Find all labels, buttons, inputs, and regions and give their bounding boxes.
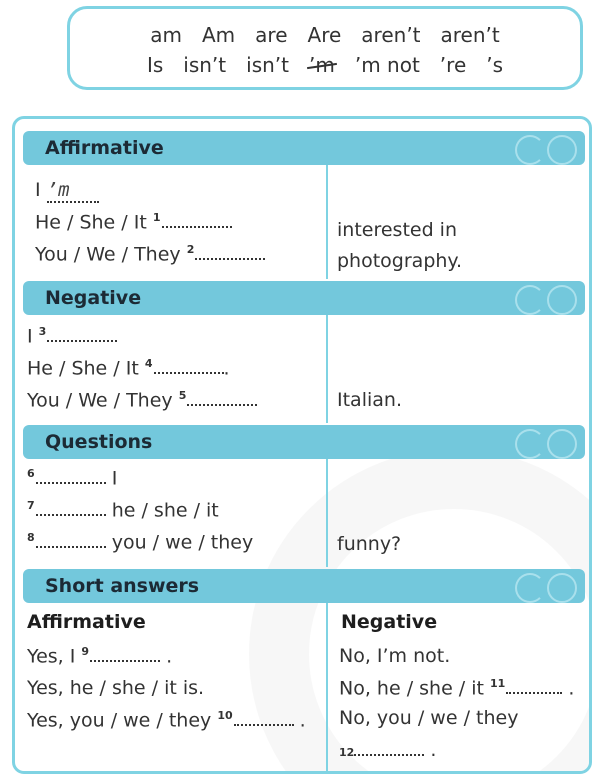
word-row-1: [70, 23, 580, 47]
q-line-3: $^8$ you / we / they: [27, 531, 254, 554]
neg-line-1: I $^3$: [27, 325, 117, 347]
blank-7[interactable]: [36, 514, 106, 516]
sa-neg-line-1: No, I’m not.: [339, 645, 451, 667]
blank-9[interactable]: [90, 660, 160, 662]
word-isnt-1: isn’t: [183, 53, 227, 77]
neg-complement: Italian.: [337, 389, 402, 411]
sa-neg-line-4: 12 .: [339, 739, 437, 761]
word-arent-1: aren’t: [361, 23, 421, 47]
column-divider: [326, 315, 328, 423]
word-m-not: ’m not: [354, 53, 420, 77]
neg-line-3: You / We / They $^5$: [27, 389, 257, 411]
blank-4[interactable]: [154, 372, 224, 374]
blank-5[interactable]: [187, 404, 257, 406]
sa-negative-title: Negative: [341, 611, 438, 633]
sa-neg-line-2: No, he / she / it $^{11}$ .: [339, 677, 575, 700]
aff-line-3: You / We / They $^2$: [35, 243, 265, 265]
blank-3[interactable]: [47, 340, 117, 342]
column-divider: [326, 603, 328, 773]
blank-8[interactable]: [36, 546, 106, 548]
aff-complement: interested in photography.: [337, 219, 462, 272]
blank-2[interactable]: [195, 258, 265, 260]
header-short-answers: Short answers: [23, 569, 585, 603]
column-divider: [326, 165, 328, 279]
word-Is: Is: [146, 53, 164, 77]
word-Am: Am: [202, 23, 236, 47]
word-m-crossed: ’m: [309, 53, 335, 77]
q-line-2: $^7$ he / she / it: [27, 499, 219, 522]
word-Are: Are: [307, 23, 342, 47]
aff-line-2: He / She / It $^1$: [35, 211, 232, 233]
word-row-2: [70, 53, 580, 77]
blank-1[interactable]: [162, 226, 232, 228]
neg-line-2: He / She / It $^4$ .: [27, 357, 230, 380]
sa-aff-line-2: Yes, he / she / it is.: [27, 677, 205, 699]
header-affirmative: Affirmative: [23, 131, 585, 165]
word-s: ’s: [486, 53, 504, 77]
word-are: are: [255, 23, 288, 47]
header-questions: Questions: [23, 425, 585, 459]
blank-10[interactable]: [234, 724, 294, 726]
aff-line-1: I ’m: [35, 179, 99, 203]
q-complement: funny?: [337, 533, 402, 555]
blank-12[interactable]: [354, 754, 424, 756]
grammar-table: [12, 116, 592, 774]
column-divider: [326, 459, 328, 567]
q-line-1: $^6$ I: [27, 467, 118, 490]
header-negative: Negative: [23, 281, 585, 315]
sa-affirmative-title: Affirmative: [27, 611, 146, 633]
sa-neg-line-3: No, you / we / they: [339, 707, 519, 729]
blank-11[interactable]: [506, 692, 562, 694]
word-isnt-2: isn’t: [246, 53, 289, 77]
word-box: [67, 6, 583, 90]
aff-answer-example: ’m: [47, 179, 99, 203]
word-am: am: [150, 23, 182, 47]
sa-aff-line-3: Yes, you / we / they $^{10}$ .: [27, 709, 306, 732]
word-re: ’re: [439, 53, 467, 77]
sa-aff-line-1: Yes, I $^9$ .: [27, 645, 173, 668]
blank-6[interactable]: [36, 482, 106, 484]
word-arent-2: aren’t: [440, 23, 500, 47]
